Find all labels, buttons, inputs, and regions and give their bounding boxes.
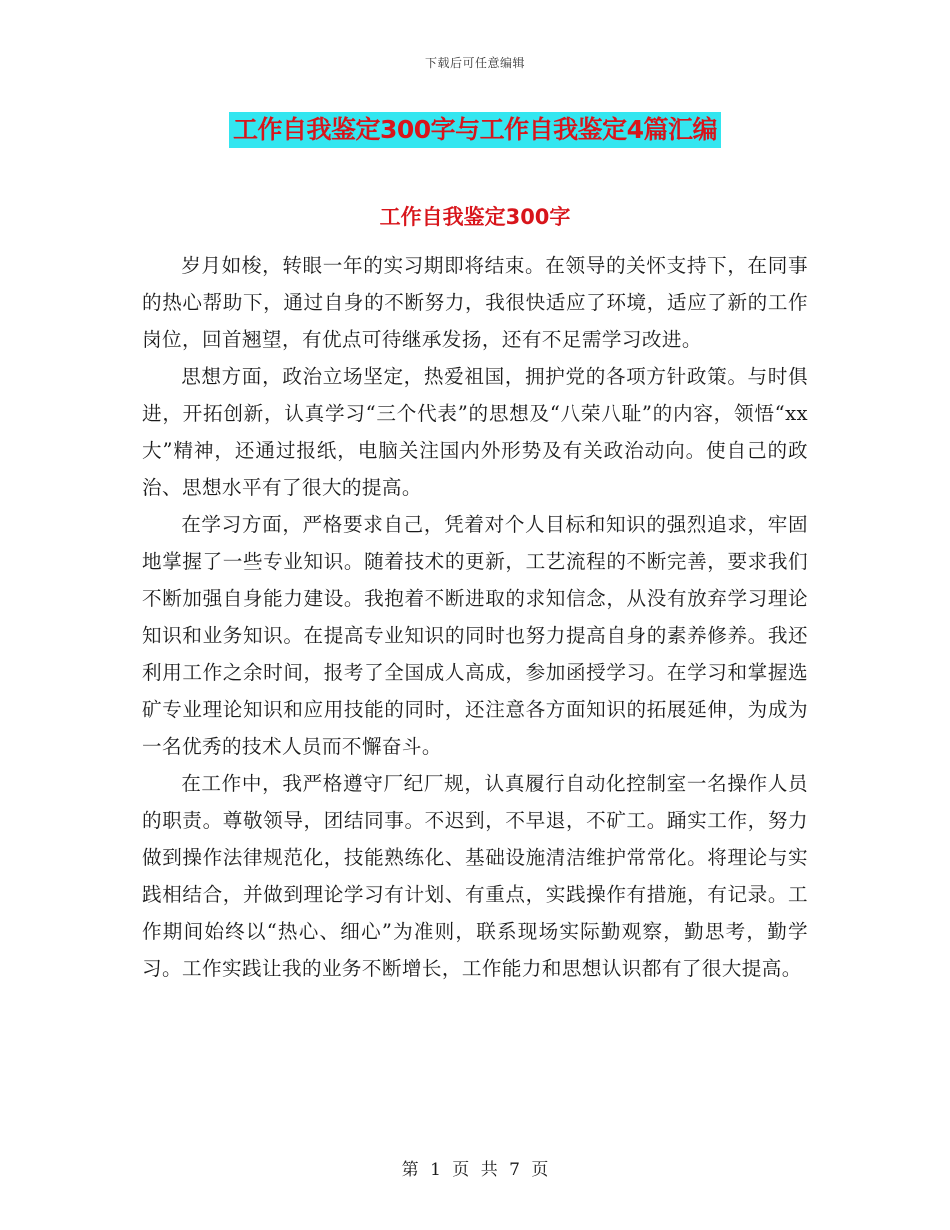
header-note: 下载后可任意编辑 (424, 56, 525, 70)
section-title: 工作自我鉴定300字 (379, 205, 571, 229)
page-number-footer: 第 1 页 共 7 页 (401, 1160, 549, 1180)
document-title: 工作自我鉴定300字与工作自我鉴定4篇汇编 (229, 112, 721, 148)
paragraph: 在工作中，我严格遵守厂纪厂规，认真履行自动化控制室一名操作人员的职责。尊敬领导，团结同事。不迟到，不早退，不矿工。踊实工作，努力做到操作法律规范化，技能熟练化、基础设施清洁维护常常化。将理论与实践相结合，并做到理论学习有计划、有重点，实践操作有措施，有记录。工作期间始终以“热心、细心”为准则，联系现场实际勤观察，勤思考，勤学习。工作实践让我的业务不断增长，工作能力和思想认识都有了很大提高。 (142, 772, 808, 980)
document-title-container (0, 112, 950, 148)
paragraph: 岁月如梭，转眼一年的实习期即将结束。在领导的关怀支持下，在同事的热心帮助下，通过自身的不断努力，我很快适应了环境，适应了新的工作岗位，回首翘望，有优点可待继承发扬，还有不足需学习改进。 (142, 254, 808, 351)
paragraph: 在学习方面，严格要求自己，凭着对个人目标和知识的强烈追求，牢固地掌握了一些专业知识。随着技术的更新，工艺流程的不断完善，要求我们不断加强自身能力建设。我抱着不断进取的求知信念，从没有放弃学习理论知识和业务知识。在提高专业知识的同时也努力提高自身的素养修养。我还利用工作之余时间，报考了全国成人高成，参加函授学习。在学习和掌握选矿专业理论知识和应用技能的同时，还注意各方面知识的拓展延伸，为成为一名优秀的技术人员而不懈奋斗。 (142, 513, 808, 758)
document-body (142, 247, 808, 987)
paragraph: 思想方面，政治立场坚定，热爱祖国，拥护党的各项方针政策。与时俱进，开拓创新，认真学习“三个代表”的思想及“八荣八耻”的内容，领悟“xx大”精神，还通过报纸，电脑关注国内外形势及有关政治动向。使自己的政治、思想水平有了很大的提高。 (142, 365, 808, 499)
